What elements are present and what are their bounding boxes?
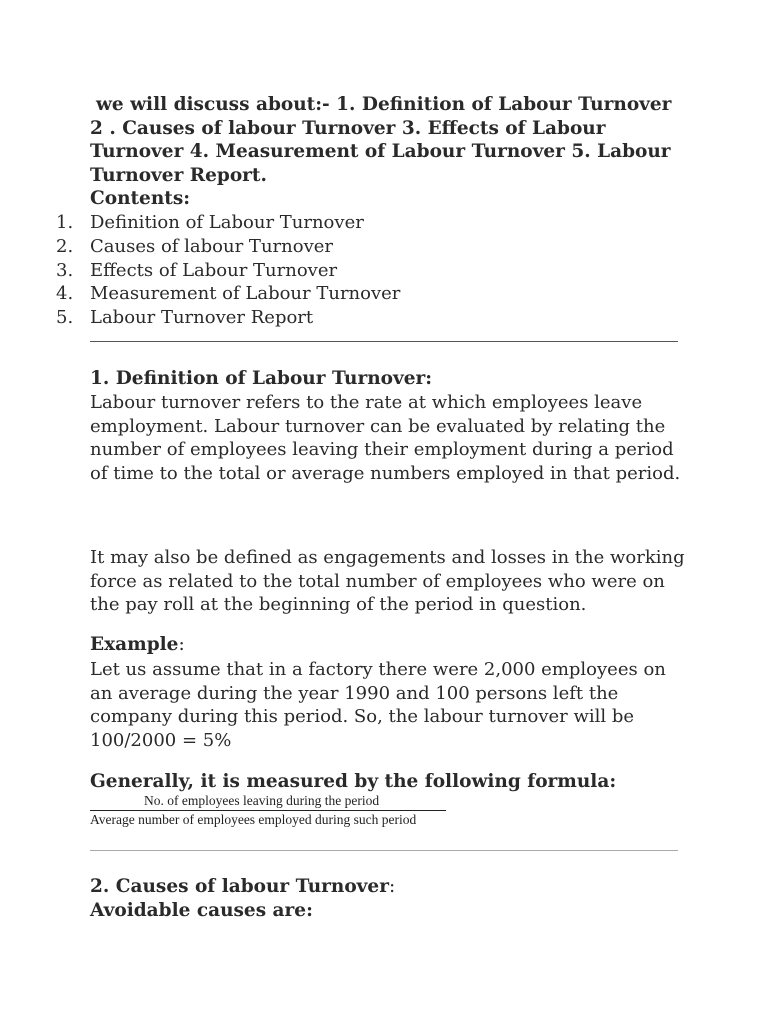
toc-item [56,306,696,330]
alternate-definition-paragraph: It may also be defined as engagements and losses in the working force as related to the total number of employees who were on the pay roll at the beginning of the period in question. [90,547,685,616]
intro-line-4: Turnover Report. [90,164,267,186]
intro-line-3: Turnover 4. Measurement of Labour Turnover 5. Labour [90,141,671,162]
intro-line-2: 2 . Causes of labour Turnover 3. Effects of Labour [90,117,606,139]
toc-item [56,259,696,283]
avoidable-causes-heading: Avoidable causes are: [90,900,313,921]
formula-denominator: Average number of employees employed during such period [90,812,417,827]
contents-label: Contents: [90,188,191,209]
example-paragraph: Let us assume that in a factory there were 2,000 employees on an average during the year 1990 and 100 persons left the company during this period. So, the labour turnover will be 100/2000 = 5% [90,659,666,752]
toc-label: Effects of Labour Turnover [90,259,338,281]
toc-label: Measurement of Labour Turnover [90,283,401,305]
divider [90,850,678,851]
toc-number: 1. [56,212,74,233]
section-1-heading: 1. Definition of Labour Turnover: [90,368,433,389]
toc-item [56,282,696,306]
intro-paragraph [90,93,690,211]
toc-number: 2. [56,235,74,257]
formula-heading: Generally, it is measured by the following formula: [90,771,617,792]
table-of-contents [56,211,696,330]
formula-numerator: No. of employees leaving during the period [144,793,380,808]
toc-label: Causes of labour Turnover [90,235,333,257]
toc-item [56,211,696,235]
toc-label: Labour Turnover Report [90,307,314,329]
section-2-heading [90,875,395,899]
section-2-title: 2. Causes of labour Turnover [90,876,389,897]
formula-fraction [90,792,450,829]
toc-number: 5. [56,307,74,329]
toc-item [56,235,696,259]
example-heading [90,633,185,657]
intro-line-1: we will discuss about:- 1. Definition of Labour Turnover [96,94,672,115]
toc-label: Definition of Labour Turnover [90,212,364,233]
definition-paragraph: Labour turnover refers to the rate at which employees leave employment. Labour turnover can be evaluated by relating the number of employees leaving their employment during a period of time to the total or average numbers employed in that period. [90,392,681,485]
divider [90,341,678,342]
example-colon: : [178,634,185,655]
section-2-colon: : [388,876,396,897]
toc-number: 4. [56,283,74,305]
toc-number: 3. [56,259,74,281]
example-label: Example [90,634,179,655]
